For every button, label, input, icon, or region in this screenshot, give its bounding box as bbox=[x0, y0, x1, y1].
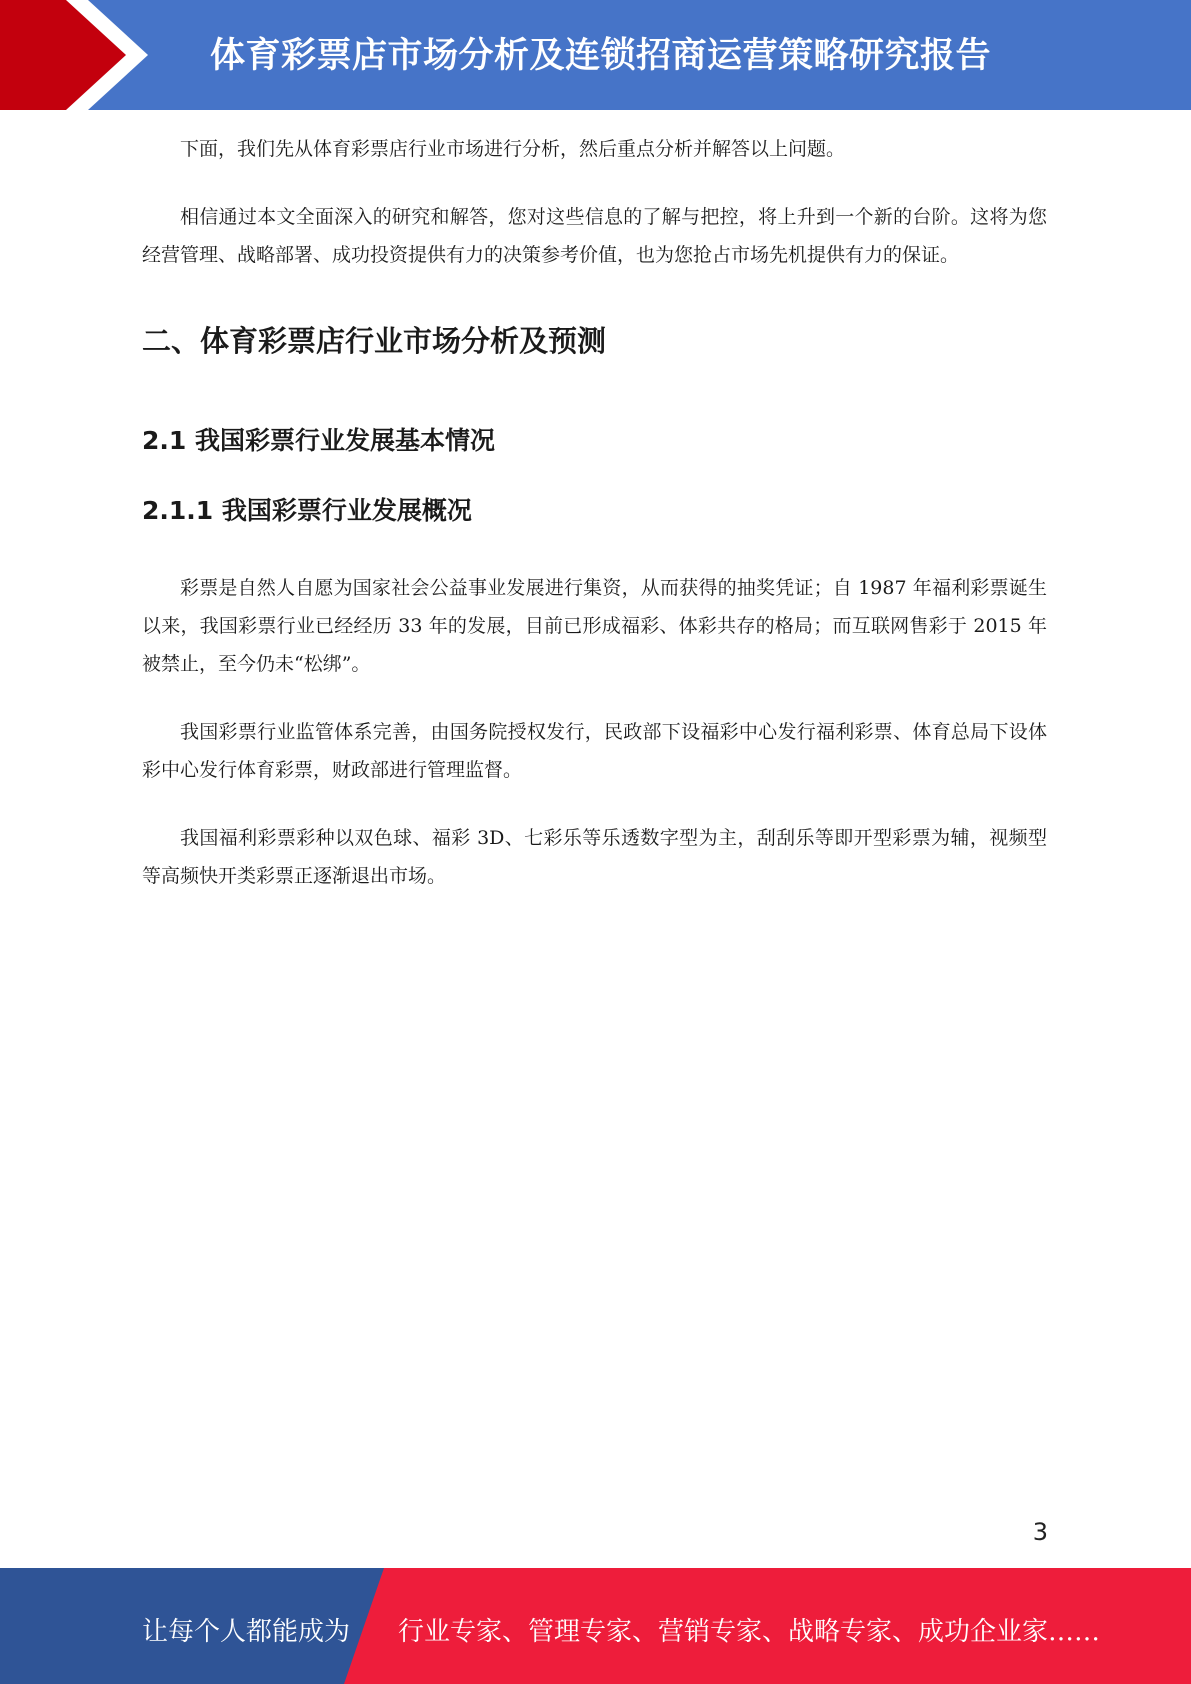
footer-banner bbox=[0, 1568, 1191, 1684]
subsubsection-heading: 2.1.1 我国彩票行业发展概况 bbox=[142, 496, 472, 525]
footer-slogan-left: 让每个人都能成为 bbox=[142, 1617, 351, 1647]
header-banner bbox=[0, 0, 1191, 110]
subsection-heading: 2.1 我国彩票行业发展基本情况 bbox=[142, 426, 495, 455]
intro-paragraph-2: 相信通过本文全面深入的研究和解答，您对这些信息的了解与把控，将上升到一个新的台阶。这将为您经营管理、战略部署、成功投资提供有力的决策参考价值，也为您抢占市场先机提供有力的保证。 bbox=[142, 206, 1047, 266]
section-heading: 二、体育彩票店行业市场分析及预测 bbox=[142, 324, 607, 358]
body-paragraph-2: 我国彩票行业监管体系完善，由国务院授权发行，民政部下设福彩中心发行福利彩票、体育总局下设体彩中心发行体育彩票，财政部进行管理监督。 bbox=[142, 721, 1047, 781]
body-paragraph-1: 彩票是自然人自愿为国家社会公益事业发展进行集资，从而获得的抽奖凭证；自 1987 年福利彩票诞生以来，我国彩票行业已经经历 33 年的发展，目前已形成福彩、体彩共存的格局；而互联网售彩于 2015 年被禁止，至今仍未“松绑”。 bbox=[142, 577, 1047, 675]
body-paragraph-3: 我国福利彩票彩种以双色球、福彩 3D、七彩乐等乐透数字型为主，刮刮乐等即开型彩票为辅，视频型等高频快开类彩票正逐渐退出市场。 bbox=[142, 827, 1047, 887]
page-number: 3 bbox=[1032, 1518, 1048, 1546]
intro-paragraph-1: 下面，我们先从体育彩票店行业市场进行分析，然后重点分析并解答以上问题。 bbox=[180, 138, 846, 160]
document-title: 体育彩票店市场分析及连锁招商运营策略研究报告 bbox=[210, 36, 992, 76]
document-body bbox=[142, 130, 1047, 925]
footer-slogan-right: 行业专家、管理专家、营销专家、战略专家、成功企业家…… bbox=[398, 1617, 1101, 1647]
